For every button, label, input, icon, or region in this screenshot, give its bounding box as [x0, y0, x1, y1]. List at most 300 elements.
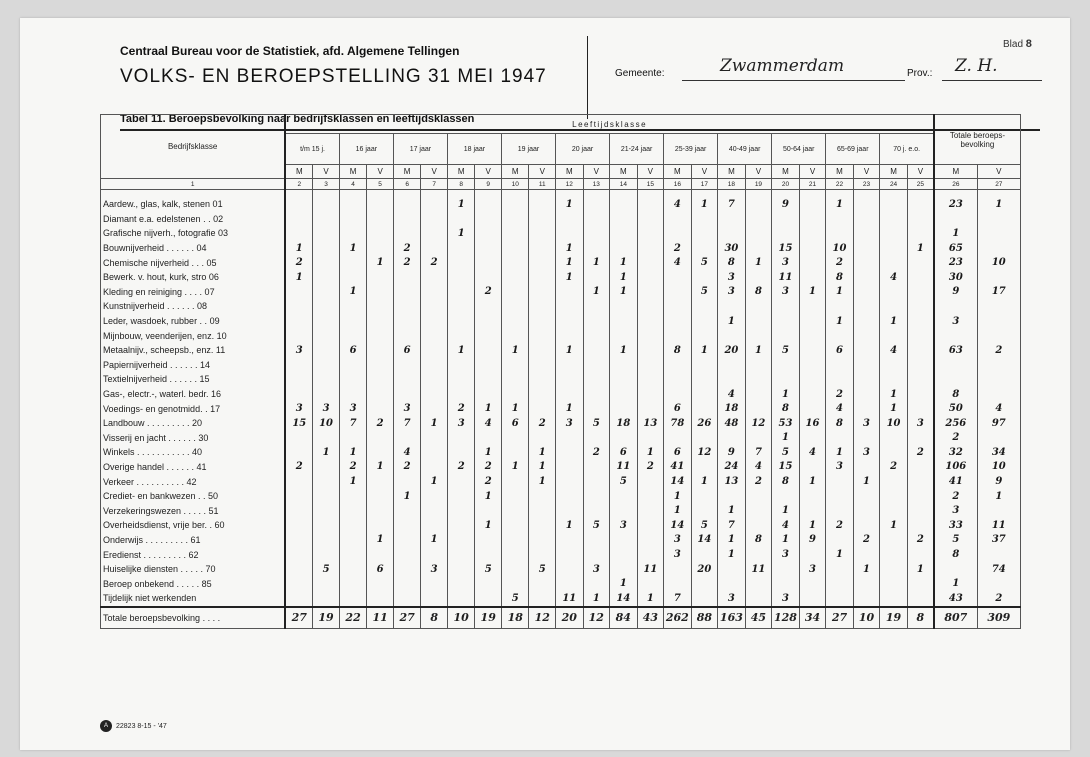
- count-cell: 2: [475, 460, 502, 475]
- spacer-cell: [583, 190, 610, 198]
- count-cell: [285, 358, 313, 373]
- count-cell: [583, 343, 610, 358]
- count-cell: 8: [934, 547, 977, 562]
- count-cell: [475, 328, 502, 343]
- count-cell: [367, 212, 394, 227]
- count-cell: 1: [853, 562, 880, 577]
- count-cell: [421, 285, 448, 300]
- count-cell: [880, 241, 908, 256]
- count-cell: 4: [826, 401, 854, 416]
- count-cell: [501, 358, 529, 373]
- count-cell: [501, 255, 529, 270]
- count-cell: [421, 445, 448, 460]
- count-cell: [583, 387, 610, 402]
- count-cell: [637, 197, 664, 212]
- count-cell: 97: [977, 416, 1020, 431]
- count-cell: [421, 387, 448, 402]
- count-cell: [313, 460, 340, 475]
- count-cell: 1: [637, 591, 664, 607]
- count-cell: 3: [610, 518, 638, 533]
- count-cell: 11: [977, 518, 1020, 533]
- row-label: Kleding en reiniging . . . . 07: [101, 285, 286, 300]
- row-label: Verkeer . . . . . . . . . . 42: [101, 474, 286, 489]
- count-cell: 3: [664, 547, 692, 562]
- count-cell: [529, 343, 556, 358]
- count-cell: [907, 547, 934, 562]
- count-cell: 34: [977, 445, 1020, 460]
- count-cell: [393, 314, 421, 329]
- count-cell: 2: [907, 445, 934, 460]
- count-cell: [313, 226, 340, 241]
- count-cell: [610, 197, 638, 212]
- count-cell: [339, 591, 367, 607]
- table-row: [101, 503, 1021, 518]
- count-cell: [367, 343, 394, 358]
- count-cell: [556, 431, 584, 446]
- count-cell: [285, 489, 313, 504]
- count-cell: [447, 518, 475, 533]
- count-cell: [826, 503, 854, 518]
- count-cell: [583, 226, 610, 241]
- column-number: 27: [977, 179, 1020, 190]
- count-cell: [367, 503, 394, 518]
- row-label: Papiernijverheid . . . . . . 14: [101, 358, 286, 373]
- spacer-cell: [880, 190, 908, 198]
- count-cell: 1: [934, 226, 977, 241]
- age-header: 18 jaar: [447, 134, 501, 165]
- count-cell: 2: [934, 489, 977, 504]
- sex-v-header: V: [799, 165, 826, 179]
- count-cell: [285, 533, 313, 548]
- count-cell: 2: [285, 460, 313, 475]
- count-cell: [880, 533, 908, 548]
- count-cell: [529, 591, 556, 607]
- count-cell: [691, 241, 718, 256]
- count-cell: 7: [745, 445, 772, 460]
- count-cell: 1: [556, 241, 584, 256]
- count-cell: [745, 241, 772, 256]
- count-cell: [421, 197, 448, 212]
- count-cell: [907, 343, 934, 358]
- count-cell: 1: [583, 591, 610, 607]
- count-cell: [880, 489, 908, 504]
- total-cell: 19: [475, 607, 502, 629]
- spacer-cell: [772, 190, 800, 198]
- count-cell: [367, 489, 394, 504]
- count-cell: 4: [880, 343, 908, 358]
- count-cell: [339, 387, 367, 402]
- count-cell: [475, 431, 502, 446]
- count-cell: [339, 576, 367, 591]
- count-cell: [285, 474, 313, 489]
- count-cell: [583, 212, 610, 227]
- count-cell: [637, 314, 664, 329]
- count-cell: 1: [610, 270, 638, 285]
- count-cell: [501, 562, 529, 577]
- count-cell: 2: [977, 591, 1020, 607]
- count-cell: [664, 212, 692, 227]
- count-cell: 3: [285, 343, 313, 358]
- prov-label: Prov.:: [907, 68, 933, 79]
- count-cell: [907, 314, 934, 329]
- column-number: 12: [556, 179, 584, 190]
- count-cell: [799, 489, 826, 504]
- count-cell: 5: [475, 562, 502, 577]
- count-cell: [772, 299, 800, 314]
- count-cell: [447, 270, 475, 285]
- total-cell: 8: [421, 607, 448, 629]
- count-cell: 2: [393, 241, 421, 256]
- row-label: Metaalnijv., scheepsb., enz. 11: [101, 343, 286, 358]
- total-cell: 19: [880, 607, 908, 629]
- sex-m-header: M: [285, 165, 313, 179]
- spacer-cell: [637, 190, 664, 198]
- count-cell: 3: [556, 416, 584, 431]
- sex-m-header: M: [501, 165, 529, 179]
- count-cell: 2: [475, 474, 502, 489]
- count-cell: [853, 576, 880, 591]
- count-cell: [799, 576, 826, 591]
- count-cell: 1: [718, 314, 746, 329]
- count-cell: 1: [664, 489, 692, 504]
- count-cell: [583, 533, 610, 548]
- count-cell: [718, 431, 746, 446]
- count-cell: [977, 226, 1020, 241]
- total-cell: 20: [556, 607, 584, 629]
- count-cell: 1: [339, 445, 367, 460]
- table-row: [101, 591, 1021, 607]
- count-cell: 4: [977, 401, 1020, 416]
- count-cell: [799, 372, 826, 387]
- row-label: Grafische nijverh., fotografie 03: [101, 226, 286, 241]
- spacer-cell: [977, 190, 1020, 198]
- count-cell: [339, 328, 367, 343]
- count-cell: 6: [393, 343, 421, 358]
- count-cell: 5: [772, 343, 800, 358]
- count-cell: [691, 489, 718, 504]
- row-label: Mijnbouw, veenderijen, enz. 10: [101, 328, 286, 343]
- count-cell: 1: [501, 460, 529, 475]
- count-cell: [339, 358, 367, 373]
- spacer-cell: [691, 190, 718, 198]
- row-label: Onderwijs . . . . . . . . . 61: [101, 533, 286, 548]
- count-cell: 1: [691, 474, 718, 489]
- form-title: VOLKS- EN BEROEPSTELLING 31 MEI 1947: [120, 66, 547, 87]
- count-cell: 26: [691, 416, 718, 431]
- sex-m-header: M: [880, 165, 908, 179]
- count-cell: [367, 401, 394, 416]
- count-cell: [691, 328, 718, 343]
- count-cell: [853, 387, 880, 402]
- count-cell: [691, 212, 718, 227]
- count-cell: [637, 358, 664, 373]
- count-cell: [285, 503, 313, 518]
- column-number: 22: [826, 179, 854, 190]
- sex-v-header: V: [475, 165, 502, 179]
- count-cell: [907, 270, 934, 285]
- count-cell: 1: [826, 197, 854, 212]
- count-cell: [339, 489, 367, 504]
- total-cell: 12: [529, 607, 556, 629]
- count-cell: 2: [475, 285, 502, 300]
- count-cell: 14: [610, 591, 638, 607]
- count-cell: [826, 533, 854, 548]
- spacer-cell: [421, 190, 448, 198]
- count-cell: 10: [977, 255, 1020, 270]
- total-cell: 34: [799, 607, 826, 629]
- count-cell: 9: [799, 533, 826, 548]
- count-cell: [664, 328, 692, 343]
- gemeente-line: [682, 80, 905, 81]
- count-cell: [745, 503, 772, 518]
- count-cell: 1: [285, 241, 313, 256]
- bedrijfsklasse-header: Bedrijfsklasse: [101, 115, 286, 179]
- count-cell: 4: [393, 445, 421, 460]
- count-cell: 2: [745, 474, 772, 489]
- table-row: [101, 562, 1021, 577]
- table-row: [101, 299, 1021, 314]
- sex-m-header: M: [718, 165, 746, 179]
- count-cell: [421, 270, 448, 285]
- count-cell: 2: [637, 460, 664, 475]
- count-cell: 2: [447, 460, 475, 475]
- count-cell: [907, 285, 934, 300]
- spacer-cell: [745, 190, 772, 198]
- leeftijdsklasse-header: Leeftijdsklasse: [285, 115, 934, 134]
- count-cell: [367, 576, 394, 591]
- count-cell: 6: [367, 562, 394, 577]
- count-cell: [637, 387, 664, 402]
- count-cell: 1: [501, 343, 529, 358]
- table-row: [101, 241, 1021, 256]
- count-cell: 2: [826, 387, 854, 402]
- count-cell: 2: [583, 445, 610, 460]
- count-cell: [393, 533, 421, 548]
- count-cell: 3: [772, 547, 800, 562]
- count-cell: 7: [393, 416, 421, 431]
- table-row: [101, 489, 1021, 504]
- count-cell: [826, 431, 854, 446]
- count-cell: [367, 314, 394, 329]
- count-cell: [447, 299, 475, 314]
- count-cell: [583, 314, 610, 329]
- count-cell: 1: [339, 241, 367, 256]
- count-cell: [475, 343, 502, 358]
- count-cell: 1: [556, 270, 584, 285]
- count-cell: [393, 547, 421, 562]
- count-cell: [799, 401, 826, 416]
- count-cell: [393, 431, 421, 446]
- count-cell: [556, 285, 584, 300]
- count-cell: [664, 387, 692, 402]
- count-cell: 4: [799, 445, 826, 460]
- count-cell: [421, 576, 448, 591]
- count-cell: [339, 547, 367, 562]
- count-cell: [556, 299, 584, 314]
- header-divider: [587, 36, 588, 119]
- count-cell: 1: [907, 241, 934, 256]
- count-cell: [977, 576, 1020, 591]
- count-cell: [285, 576, 313, 591]
- count-cell: [313, 387, 340, 402]
- count-cell: [529, 387, 556, 402]
- count-cell: [393, 358, 421, 373]
- count-cell: [664, 431, 692, 446]
- count-cell: 4: [475, 416, 502, 431]
- count-cell: [745, 197, 772, 212]
- column-number: 19: [745, 179, 772, 190]
- count-cell: [339, 533, 367, 548]
- spacer-cell: [393, 190, 421, 198]
- count-cell: [718, 226, 746, 241]
- count-cell: [772, 328, 800, 343]
- count-cell: [313, 343, 340, 358]
- column-number: 5: [367, 179, 394, 190]
- count-cell: [313, 431, 340, 446]
- count-cell: 1: [772, 431, 800, 446]
- count-cell: [475, 503, 502, 518]
- count-cell: [853, 241, 880, 256]
- total-cell: 27: [826, 607, 854, 629]
- count-cell: [799, 387, 826, 402]
- count-cell: [880, 255, 908, 270]
- count-cell: [637, 401, 664, 416]
- row-label: Overige handel . . . . . . 41: [101, 460, 286, 475]
- count-cell: 3: [313, 401, 340, 416]
- count-cell: 1: [880, 518, 908, 533]
- count-cell: [313, 358, 340, 373]
- count-cell: [718, 299, 746, 314]
- count-cell: [393, 576, 421, 591]
- count-cell: [691, 503, 718, 518]
- count-cell: 3: [907, 416, 934, 431]
- count-cell: [880, 445, 908, 460]
- column-number: 7: [421, 179, 448, 190]
- count-cell: [610, 372, 638, 387]
- count-cell: 1: [339, 285, 367, 300]
- count-cell: [880, 547, 908, 562]
- count-cell: [826, 328, 854, 343]
- count-cell: 63: [934, 343, 977, 358]
- count-cell: 11: [637, 562, 664, 577]
- count-cell: 4: [664, 255, 692, 270]
- total-cell: 11: [367, 607, 394, 629]
- spacer-cell: [610, 190, 638, 198]
- count-cell: [853, 518, 880, 533]
- count-cell: [447, 474, 475, 489]
- row-label: Eredienst . . . . . . . . . 62: [101, 547, 286, 562]
- count-cell: [637, 299, 664, 314]
- count-cell: [977, 372, 1020, 387]
- count-cell: 6: [664, 445, 692, 460]
- table-row: [101, 431, 1021, 446]
- count-cell: 1: [583, 255, 610, 270]
- count-cell: [691, 226, 718, 241]
- count-cell: [880, 503, 908, 518]
- count-cell: 1: [799, 518, 826, 533]
- count-cell: [907, 358, 934, 373]
- total-cell: 8: [907, 607, 934, 629]
- count-cell: 5: [772, 445, 800, 460]
- count-cell: [718, 328, 746, 343]
- count-cell: 2: [367, 416, 394, 431]
- count-cell: 2: [339, 460, 367, 475]
- count-cell: [501, 576, 529, 591]
- count-cell: [501, 314, 529, 329]
- count-cell: [501, 372, 529, 387]
- count-cell: [610, 358, 638, 373]
- count-cell: [664, 562, 692, 577]
- age-header: 16 jaar: [339, 134, 393, 165]
- totals-row: [101, 607, 1021, 629]
- count-cell: 1: [556, 197, 584, 212]
- count-cell: 1: [583, 285, 610, 300]
- count-cell: 2: [664, 241, 692, 256]
- count-cell: [826, 212, 854, 227]
- count-cell: 50: [934, 401, 977, 416]
- count-cell: [799, 241, 826, 256]
- column-number: 15: [637, 179, 664, 190]
- count-cell: [529, 299, 556, 314]
- count-cell: [637, 226, 664, 241]
- count-cell: [907, 401, 934, 416]
- sex-m-header: M: [772, 165, 800, 179]
- count-cell: 3: [934, 314, 977, 329]
- count-cell: [421, 591, 448, 607]
- count-cell: 1: [556, 255, 584, 270]
- count-cell: 8: [826, 270, 854, 285]
- count-cell: [529, 314, 556, 329]
- count-cell: 1: [772, 533, 800, 548]
- count-cell: [475, 212, 502, 227]
- count-cell: [421, 241, 448, 256]
- count-cell: 15: [285, 416, 313, 431]
- count-cell: [610, 562, 638, 577]
- count-cell: [637, 270, 664, 285]
- count-cell: 8: [826, 416, 854, 431]
- column-number: 2: [285, 179, 313, 190]
- count-cell: 1: [691, 197, 718, 212]
- count-cell: [799, 547, 826, 562]
- count-cell: [367, 445, 394, 460]
- spacer-cell: [529, 190, 556, 198]
- count-cell: 1: [475, 489, 502, 504]
- count-cell: [583, 372, 610, 387]
- count-cell: [529, 489, 556, 504]
- count-cell: 20: [718, 343, 746, 358]
- print-code: 22823 8-15 - '47: [116, 722, 167, 730]
- count-cell: [313, 270, 340, 285]
- table-title: Tabel 11. Beroepsbevolking naar bedrijfsklassen en leeftijdsklassen: [120, 113, 475, 125]
- count-cell: [529, 226, 556, 241]
- sex-m-header: M: [339, 165, 367, 179]
- sex-v-header: V: [745, 165, 772, 179]
- count-cell: 1: [556, 343, 584, 358]
- count-cell: [907, 431, 934, 446]
- column-number: 14: [610, 179, 638, 190]
- count-cell: [799, 328, 826, 343]
- count-cell: [880, 562, 908, 577]
- count-cell: [447, 489, 475, 504]
- count-cell: [529, 372, 556, 387]
- count-cell: [853, 226, 880, 241]
- count-cell: 6: [501, 416, 529, 431]
- count-cell: 17: [977, 285, 1020, 300]
- count-cell: [826, 226, 854, 241]
- count-cell: [637, 285, 664, 300]
- count-cell: [421, 489, 448, 504]
- count-cell: [745, 270, 772, 285]
